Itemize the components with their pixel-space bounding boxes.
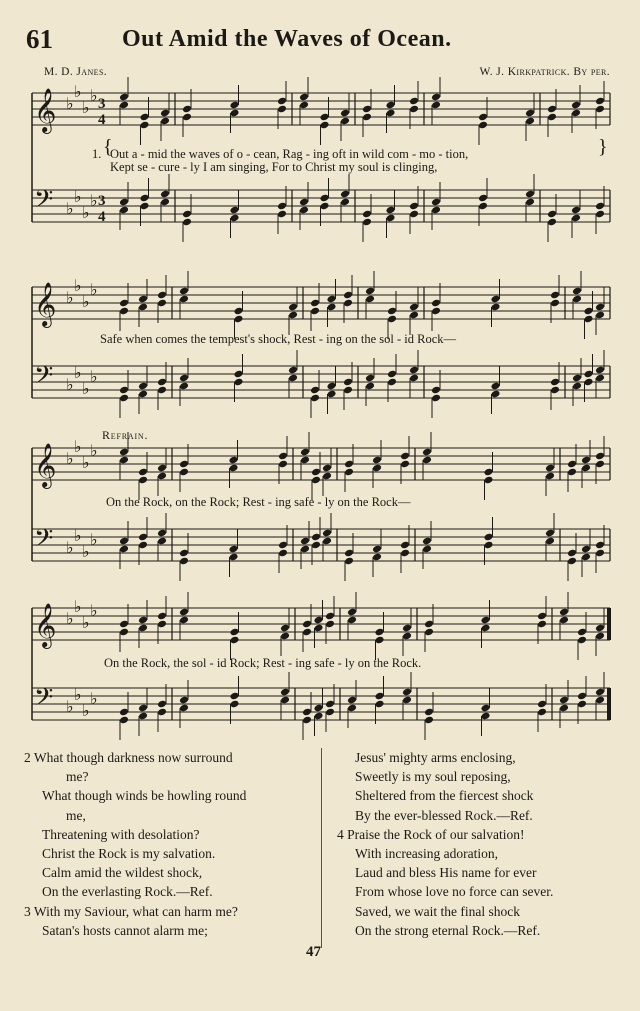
hymn-title: Out Amid the Waves of Ocean. xyxy=(122,26,452,52)
refrain-label: Refrain. xyxy=(102,428,149,442)
lyricist-credit: M. D. Janes. xyxy=(44,66,108,78)
flat-icon: ♭ xyxy=(66,699,74,716)
flat-icon: ♭ xyxy=(74,687,82,704)
lyrics-system4: On the Rock, the sol - id Rock; Rest - ing safe - ly on the Rock. xyxy=(104,656,422,670)
verse-line: On the strong eternal Rock.—Ref. xyxy=(355,922,541,938)
flat-icon: ♭ xyxy=(90,603,98,620)
flat-icon: ♭ xyxy=(74,439,82,456)
flat-icon: ♭ xyxy=(82,544,90,561)
flat-icon: ♭ xyxy=(90,369,98,386)
verse-line: What though winds be howling round xyxy=(42,788,247,804)
bass-clef-icon: 𝄢 xyxy=(34,684,54,717)
time-signature-bottom: 4 xyxy=(98,209,106,225)
verse-line: 4 Praise the Rock of our salvation! xyxy=(337,826,525,842)
verse-line: Threatening with desolation? xyxy=(42,826,200,842)
verse-number: 1. xyxy=(92,147,102,161)
flat-icon: ♭ xyxy=(82,703,90,720)
verse-line: From whose love no force can sever. xyxy=(355,884,554,900)
lyric-brace: { xyxy=(103,136,113,158)
flat-icon: ♭ xyxy=(90,443,98,460)
flat-icon: ♭ xyxy=(66,611,74,628)
flat-icon: ♭ xyxy=(82,615,90,632)
flat-icon: ♭ xyxy=(74,84,82,101)
time-signature-top: 3 xyxy=(98,193,106,209)
treble-clef-icon: 𝄞 xyxy=(34,445,57,487)
flat-icon: ♭ xyxy=(74,278,82,295)
column-divider xyxy=(321,748,322,948)
lyrics-system2: Safe when comes the tempest's shock, Rest - ing on the sol - id Rock— xyxy=(100,332,457,346)
flat-icon: ♭ xyxy=(74,599,82,616)
flat-icon: ♭ xyxy=(66,201,74,218)
flat-icon: ♭ xyxy=(82,100,90,117)
verse-line: 2 What though darkness now surround xyxy=(24,750,233,765)
treble-clef-icon: 𝄞 xyxy=(34,90,57,132)
treble-clef-icon: 𝄞 xyxy=(34,605,57,647)
verse-line: Laud and bless His name for ever xyxy=(355,865,537,881)
flat-icon: ♭ xyxy=(90,532,98,549)
verse-line: Jesus' mighty arms enclosing, xyxy=(355,750,516,765)
flat-icon: ♭ xyxy=(90,282,98,299)
verse-line: Sweetly is my soul reposing, xyxy=(355,769,511,785)
flat-icon: ♭ xyxy=(66,290,74,307)
lyric-brace-right: } xyxy=(598,136,608,158)
staff-lines xyxy=(32,84,611,720)
lyrics-system1-line1: Out a - mid the waves of o - cean, Rag - ing oft in wild com - mo - tion, xyxy=(110,147,469,161)
verse-line: On the everlasting Rock.—Ref. xyxy=(42,884,213,900)
lyrics-system3: On the Rock, on the Rock; Rest - ing safe - ly on the Rock— xyxy=(106,495,411,509)
verse-line: Sheltered from the fiercest shock xyxy=(355,788,534,804)
flat-icon: ♭ xyxy=(74,365,82,382)
time-signature-bottom: 4 xyxy=(98,112,106,128)
composer-credit: W. J. Kirkpatrick. By per. xyxy=(479,66,610,78)
flat-icon: ♭ xyxy=(82,205,90,222)
verse-line: me, xyxy=(66,807,86,823)
note-heads xyxy=(119,77,605,740)
verse-line: 3 With my Saviour, what can harm me? xyxy=(24,903,238,919)
flat-icon: ♭ xyxy=(66,96,74,113)
flat-icon: ♭ xyxy=(66,540,74,557)
flat-icon: ♭ xyxy=(90,193,98,210)
flat-icon: ♭ xyxy=(82,294,90,311)
time-signature-top: 3 xyxy=(98,96,106,112)
verse-line: Saved, we wait the final shock xyxy=(355,903,520,919)
verse-line: me? xyxy=(66,769,89,785)
flat-icon: ♭ xyxy=(82,381,90,398)
bass-clef-icon: 𝄢 xyxy=(34,525,54,558)
hymn-number: 61 xyxy=(26,24,53,54)
verse-line: Satan's hosts cannot alarm me; xyxy=(42,922,208,938)
flat-icon: ♭ xyxy=(82,455,90,472)
final-barline xyxy=(607,608,611,640)
page-number: 47 xyxy=(306,944,321,960)
flat-icon: ♭ xyxy=(74,189,82,206)
lyrics-system1-line2: Kept se - cure - ly I am singing, For to Christ my soul is clinging, xyxy=(110,160,438,174)
treble-clef-icon: 𝄞 xyxy=(34,284,57,326)
bass-clef-icon: 𝄢 xyxy=(34,362,54,395)
flat-icon: ♭ xyxy=(66,451,74,468)
flat-icon: ♭ xyxy=(74,528,82,545)
verses-left-column xyxy=(24,748,324,940)
verse-line: Calm amid the wildest shock, xyxy=(42,865,203,881)
flat-icon: ♭ xyxy=(90,88,98,105)
verse-line: With increasing adoration, xyxy=(355,846,499,862)
verse-line: By the ever-blessed Rock.—Ref. xyxy=(355,807,533,823)
verse-line: Christ the Rock is my salvation. xyxy=(42,846,216,862)
bass-clef-icon: 𝄢 xyxy=(34,186,54,219)
final-barline xyxy=(607,688,611,720)
flat-icon: ♭ xyxy=(90,691,98,708)
verses-right-column xyxy=(337,748,627,940)
flat-icon: ♭ xyxy=(66,377,74,394)
